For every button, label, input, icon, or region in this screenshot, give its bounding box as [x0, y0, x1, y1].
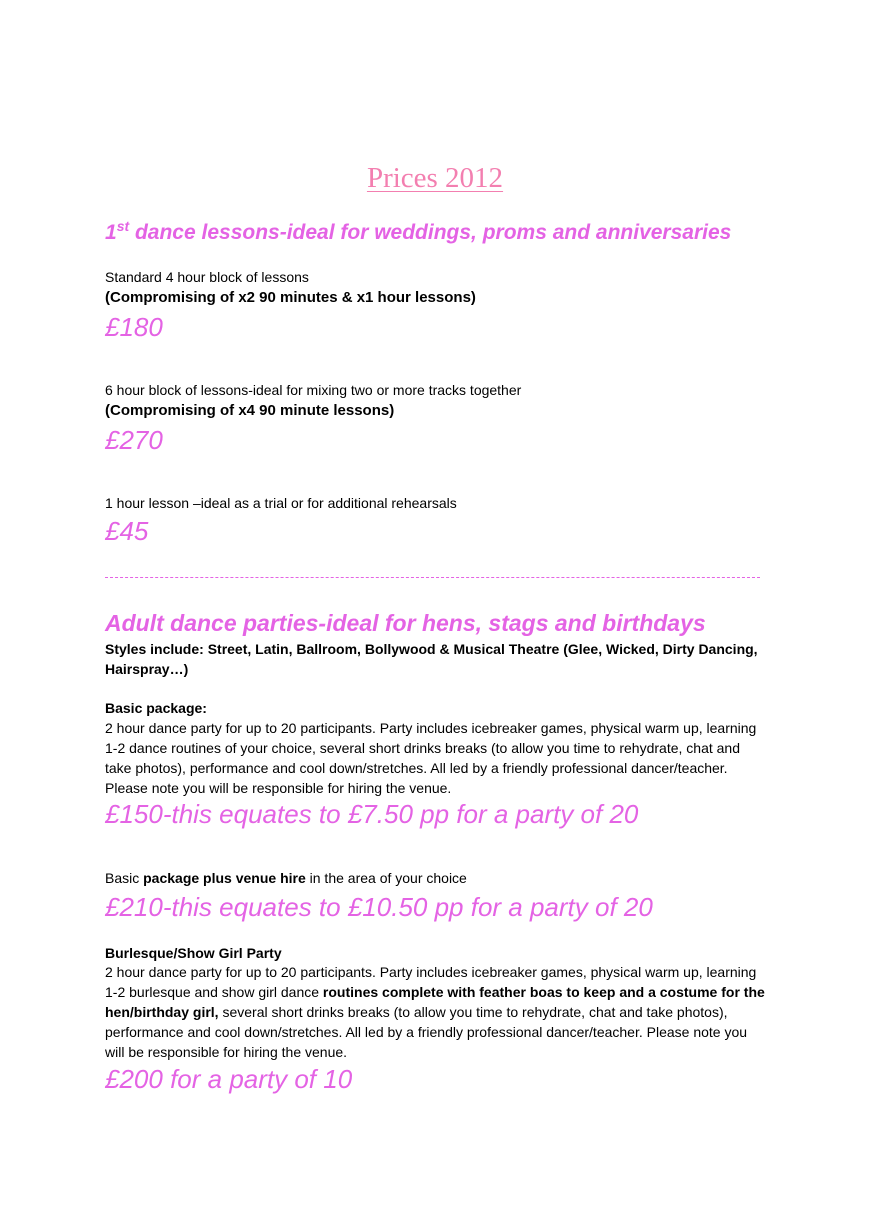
item-six-hour-block-label: 6 hour block of lessons-ideal for mixing two or more tracks together — [105, 382, 522, 398]
burlesque-desc-bold: routines complete with feather boas to keep and a costume for the hen/birthday girl, — [105, 984, 765, 1020]
section-heading-first-dance — [105, 220, 731, 246]
item-standard-block-price: £180 — [105, 312, 163, 342]
venue-hire-label — [105, 868, 467, 888]
burlesque-desc-part-b: several short drinks breaks (to allow you time to rehydrate, chat and take photos), performance and cool down/stretches. All led by a friendly professional dancer/teacher. Please note you will be responsible for hiring the venue. — [105, 1004, 748, 1060]
heading-ordinal: 1 — [105, 221, 117, 244]
basic-package-description: 2 hour dance party for up to 20 participants. Party includes icebreaker games, physical warm up, learning 1-2 dance routines of your choice, several short drinks breaks (to allow you time to rehydrate, chat and take photos), performance and cool down/stretches. All led by a friendly professional dancer/teacher. Please note you will be responsible for hiring the venue. — [105, 720, 757, 796]
venue-hire-post: in the area of your choice — [305, 870, 467, 886]
burlesque-price: £200 for a party of 10 — [105, 1064, 353, 1094]
item-one-hour-lesson-label: 1 hour lesson –ideal as a trial or for additional rehearsals — [105, 495, 457, 511]
item-standard-block-label: Standard 4 hour block of lessons — [105, 269, 309, 285]
venue-hire-pre: Basic — [105, 870, 144, 886]
venue-hire-price: £210-this equates to £10.50 pp for a party of 20 — [105, 892, 653, 922]
heading-text: dance lessons-ideal for weddings, proms and anniversaries — [129, 221, 732, 244]
item-standard-block-detail: (Compromising of x2 90 minutes & x1 hour lessons) — [105, 289, 476, 306]
styles-line-2: Hairspray…) — [105, 661, 189, 677]
burlesque-label: Burlesque/Show Girl Party — [105, 945, 282, 961]
item-six-hour-block-detail: (Compromising of x4 90 minute lessons) — [105, 402, 395, 419]
section-divider — [105, 577, 760, 578]
burlesque-desc-part-a: 2 hour dance party for up to 20 participants. Party includes icebreaker games, physical warm up, learning 1-2 burlesque and show girl dance — [105, 964, 757, 1000]
heading-ordinal-suffix: st — [116, 218, 130, 234]
page-title: Prices 2012 — [366, 162, 504, 194]
item-one-hour-lesson-price: £45 — [105, 516, 149, 546]
venue-hire-bold: package plus venue hire — [143, 870, 306, 886]
burlesque-description — [105, 962, 770, 1062]
item-six-hour-block-price: £270 — [105, 425, 163, 455]
basic-package-price: £150-this equates to £7.50 pp for a party of 20 — [105, 799, 639, 829]
basic-package-label: Basic package: — [105, 700, 207, 716]
section-heading-adult-parties: Adult dance parties-ideal for hens, stags and birthdays — [105, 610, 706, 636]
styles-line-1: Styles include: Street, Latin, Ballroom, Bollywood & Musical Theatre (Glee, Wicked, Dirty Dancing, — [105, 641, 758, 657]
